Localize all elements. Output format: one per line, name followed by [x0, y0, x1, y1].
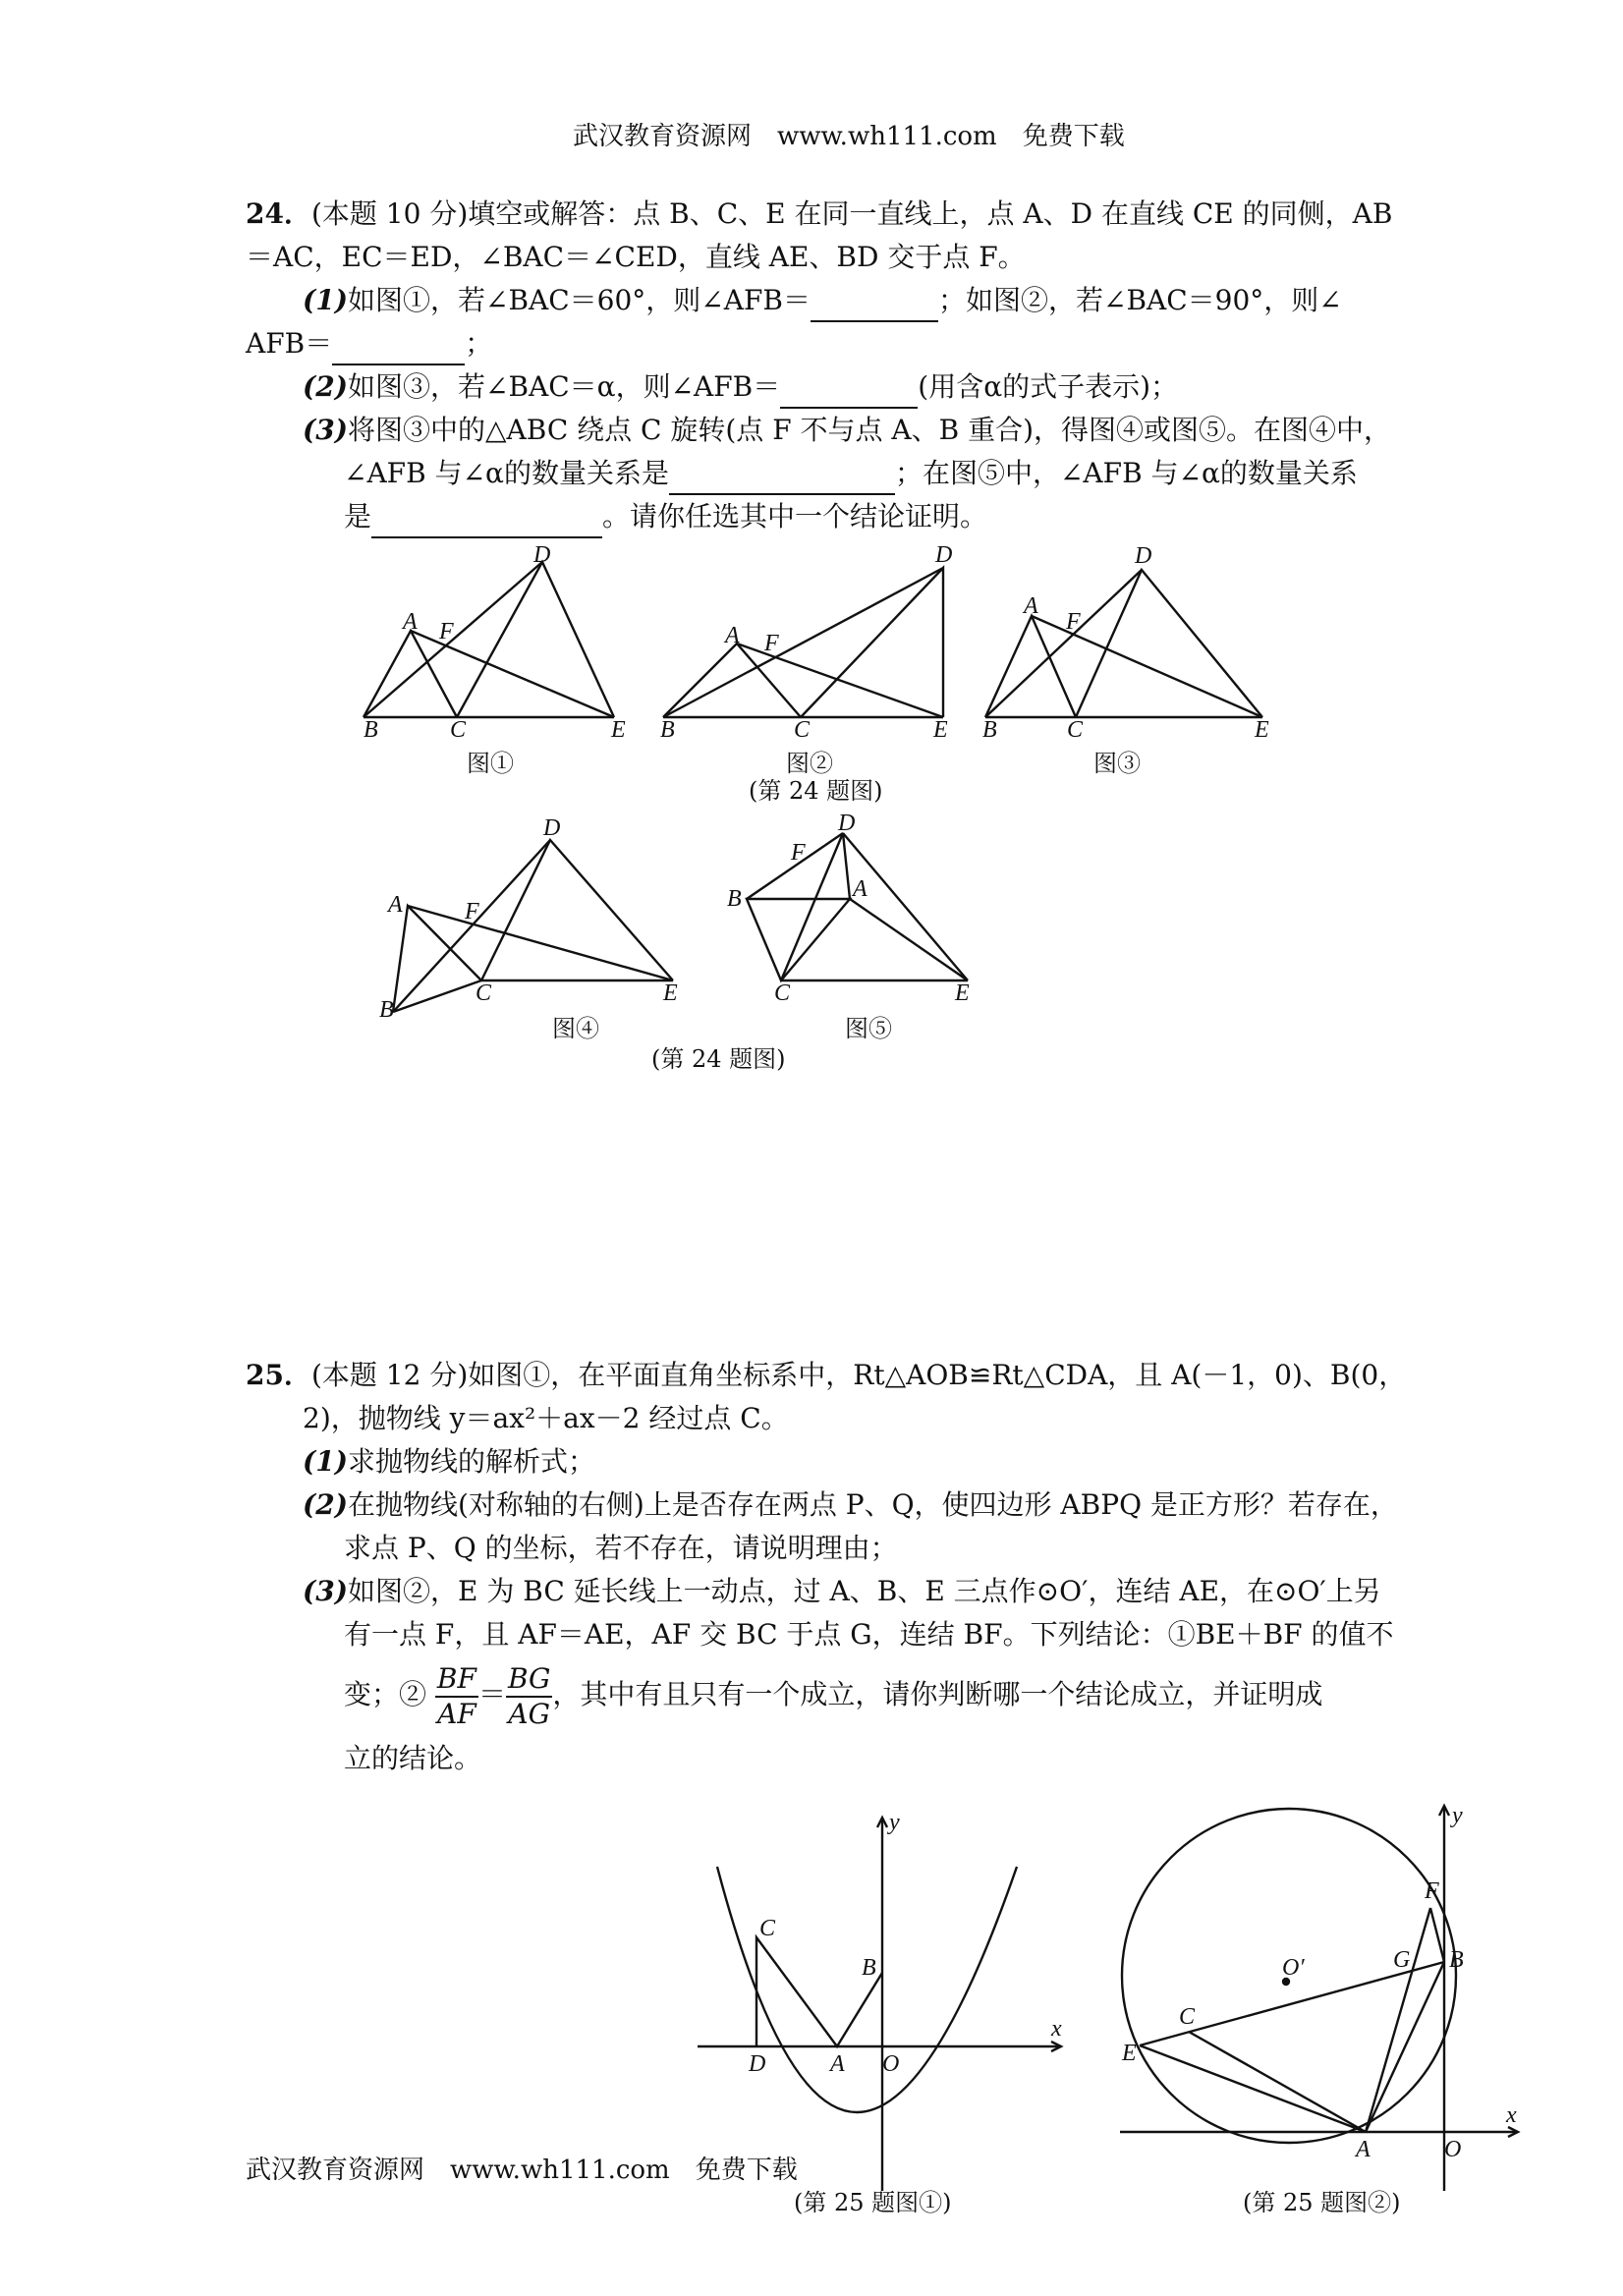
q25-fig1-axes [698, 1818, 1061, 2191]
q24-fig3-label-B: B [982, 717, 997, 743]
q24-fig1-caption: 图① [467, 750, 514, 777]
q25-fig1-caption: (第 25 题图①) [794, 2189, 952, 2216]
q24-fig3-label-A: A [1024, 593, 1038, 619]
q24-fig4-caption: 图④ [552, 1015, 599, 1042]
q24-fig5-label-D: D [838, 811, 856, 836]
q25-stem-2: 2)，抛物线 y＝ax²＋ax－2 经过点 C。 [303, 1402, 789, 1434]
q24-fig1-label-B: B [364, 717, 378, 743]
q24-fig1-label-A: A [403, 609, 418, 635]
q25-fig2-label-y: y [1452, 1803, 1463, 1828]
q24-part-2: (2)如图③，若∠BAC＝α，则∠AFB＝ (用含α的式子表示)； [303, 365, 1178, 409]
q24-fig3-label-D: D [1135, 543, 1152, 569]
q24-fig5-label-E: E [955, 980, 970, 1006]
q24-fig1-label-D: D [533, 542, 551, 568]
q25-stem-1: (本题 12 分)如图①，在平面直角坐标系中，Rt△AOB≌Rt△CDA，且 A(－1，0)、B(0， [310, 1359, 1407, 1391]
q24-fig2-label-D: D [935, 542, 953, 568]
q24-fig2-label-C: C [794, 717, 811, 743]
q24-part-3: (3)将图③中的△ABC 绕点 C 旋转(点 F 不与点 A、B 重合)，得图④或图⑤。在图④中， [303, 414, 1392, 446]
q24-group-caption-1: (第 24 题图) [749, 777, 883, 805]
q25-fig1-label-y: y [889, 1810, 900, 1835]
q24-fig4-label-C: C [476, 980, 492, 1006]
q25-fig2-label-Oprime: O′ [1282, 1955, 1305, 1981]
page-header: 武汉教育资源网 www.wh111.com 免费下载 [573, 122, 1125, 151]
q25-fig2-label-B: B [1449, 1947, 1464, 1973]
q24-part-1: (1)如图①，若∠BAC＝60°，则∠AFB＝ ；如图②，若∠BAC＝90°，则∠ [303, 279, 1342, 322]
q25-fig2-label-C: C [1179, 2004, 1196, 2030]
q24-fig2-caption: 图② [786, 750, 833, 777]
q24-fig3-caption: 图③ [1093, 750, 1141, 777]
q24-part-3-cont2: 是 。请你任选其中一个结论证明。 [344, 495, 987, 538]
q25-part-3-end: 立的结论。 [344, 1742, 482, 1774]
q25-fig1-label-B: B [862, 1955, 876, 1981]
q25-fig2-label-F: F [1425, 1878, 1439, 1904]
q24-stem-1: (本题 10 分)填空或解答：点 B、C、E 在同一直线上，点 A、D 在直线 CE 的同侧，AB [310, 197, 1393, 230]
q24-fig5-caption: 图⑤ [845, 1015, 892, 1042]
q24-fig2-label-F: F [764, 631, 779, 656]
q25-fig2-axes [1120, 1806, 1518, 2191]
q24-fig4-label-D: D [543, 815, 561, 841]
q25-part-1: (1)求抛物线的解析式； [303, 1445, 595, 1478]
q25-fig1-label-D: D [749, 2051, 766, 2077]
q24-fig4-label-A: A [388, 892, 403, 918]
q24-fig1-label-F: F [439, 619, 454, 644]
q24-fig4-label-E: E [663, 980, 678, 1006]
q24-stem-2: ＝AC，EC＝ED，∠BAC＝∠CED，直线 AE、BD 交于点 F。 [246, 241, 1026, 273]
q24-fig3-label-F: F [1066, 609, 1081, 635]
q25-part-3-fraction-line: 变；② $\frac{BF}{AF}$ ＝ $\frac{BG}{AG}$ ，其中有且只有一个成立，请你判断哪一个结论成立，并证明成 [344, 1661, 1323, 1730]
q24-number: 24． [246, 197, 311, 230]
q25-fig2-label-G: G [1393, 1947, 1411, 1973]
q25-part-2-cont: 求点 P、Q 的坐标，若不存在，请说明理由； [344, 1532, 898, 1564]
q24-part-3-cont: ∠AFB 与∠α的数量关系是 ；在图⑤中，∠AFB 与∠α的数量关系 [344, 452, 1358, 495]
q25-fig2-label-A: A [1356, 2137, 1371, 2162]
q24-fig2-label-A: A [725, 623, 740, 648]
q24-group-caption-2: (第 24 题图) [651, 1045, 786, 1073]
q24-fig5-label-F: F [791, 840, 806, 866]
q25-part-2: (2)在抛物线(对称轴的右侧)上是否存在两点 P、Q，使四边形 ABPQ 是正方形？若存在， [303, 1488, 1398, 1521]
q24-fig5-label-B: B [727, 886, 742, 912]
q24-part-1-cont: AFB＝ ； [246, 322, 492, 365]
q24-fig2-label-E: E [933, 717, 948, 743]
q25-fig1-label-x: x [1051, 2016, 1062, 2042]
fraction-bg-ag: $\frac{BG}{AG}$ [507, 1661, 551, 1730]
page-footer: 武汉教育资源网 www.wh111.com 免费下载 [246, 2156, 798, 2185]
q25-fig2-label-E: E [1122, 2041, 1137, 2066]
q25-fig2-label-x: x [1506, 2102, 1517, 2128]
q24-fig1-label-E: E [611, 717, 626, 743]
q24-fig4-label-F: F [465, 899, 479, 924]
q25-fig1-label-C: C [759, 1916, 776, 1941]
q24-fig5-label-A: A [853, 876, 867, 902]
fraction-bf-af: $\frac{BF}{AF}$ [436, 1661, 476, 1730]
q24-fig4-label-B: B [379, 997, 394, 1023]
q25-part-3-cont: 有一点 F，且 AF＝AE，AF 交 BC 于点 G，连结 BF。下列结论：①BE＋BF 的值不 [344, 1618, 1394, 1651]
q25-fig1-label-O: O [882, 2051, 900, 2077]
q25-part-3: (3)如图②，E 为 BC 延长线上一动点，过 A、B、E 三点作⊙O′，连结 AE，在⊙O′上另 [303, 1575, 1381, 1607]
q24-fig1-label-C: C [450, 717, 467, 743]
q25-fig2-label-O: O [1444, 2137, 1462, 2162]
q24-fig3-label-C: C [1067, 717, 1084, 743]
q24-fig3-label-E: E [1255, 717, 1269, 743]
q25-fig1-label-A: A [830, 2051, 845, 2077]
q25-fig1-segments [756, 1937, 882, 2046]
q25-number: 25． [246, 1359, 311, 1391]
q24-fig2-label-B: B [660, 717, 675, 743]
q25-fig2-caption: (第 25 题图②) [1243, 2189, 1401, 2216]
q24-fig5-label-C: C [774, 980, 791, 1006]
